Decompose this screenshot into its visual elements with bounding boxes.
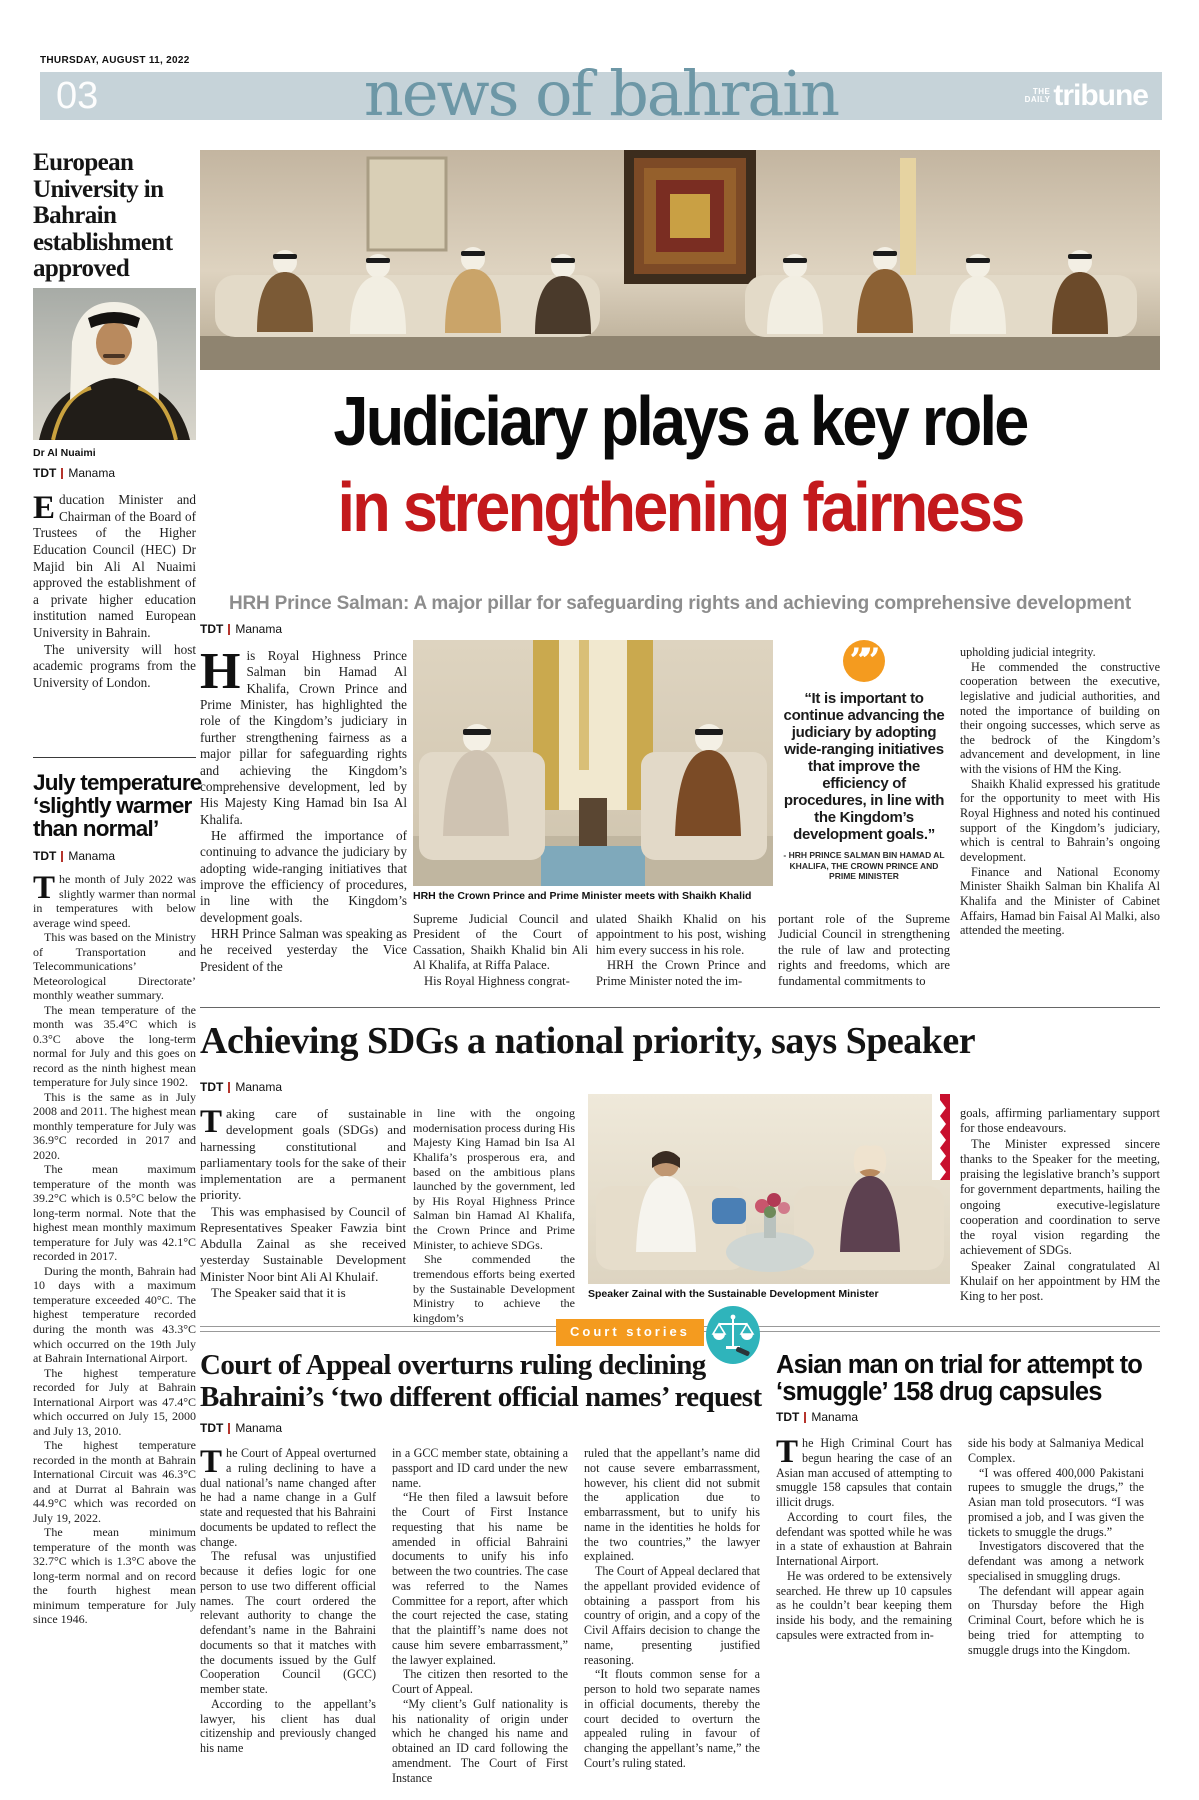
paragraph: goals, affirming parliamentary support for those endeavours.	[960, 1106, 1160, 1136]
pull-quote-attribution: - HRH PRINCE SALMAN BIN HAMAD AL KHALIFA, THE CROWN PRINCE AND PRIME MINISTER	[783, 850, 945, 881]
byline-tag: TDT	[200, 1421, 224, 1435]
paragraph: The mean temperature of the month was 35.4°C which is 0.3°C above the long-term normal for July and this goes on record as the ninth highest mean temperature for July since 1902.	[33, 1002, 196, 1090]
byline-location: Manama	[68, 849, 116, 863]
judiciary-subhead: HRH Prince Salman: A major pillar for safeguarding rights and achieving comprehensive development	[229, 593, 1131, 614]
paragraph: in a GCC member state, obtaining a passport and ID card under the new name.	[392, 1446, 568, 1490]
names-column-1	[200, 1446, 376, 1756]
paragraph: Speaker Zainal congratulated Al Khulaif on her appointment by HM the King to her post.	[960, 1258, 1160, 1303]
paragraph: The citizen then resorted to the Court of Appeal.	[392, 1667, 568, 1696]
drugs-column-1	[776, 1436, 952, 1643]
paragraph: side his body at Salmaniya Medical Complex.	[968, 1436, 1144, 1465]
byline-divider	[61, 851, 63, 862]
byline	[776, 1410, 858, 1424]
paragraph: “He then filed a lawsuit before the Court of First Instance requesting that his name be amended in official Bahraini documents to unify his info between the two countries. The case was referred to the Names Committee for a report, after which the court rejected the case, stating that the plaintiff’s name does not cause him severe embarrassment,” the lawyer explained.	[392, 1490, 568, 1667]
paragraph: The university will host academic programs from the University of London.	[33, 641, 196, 690]
paragraph: “I was offered 400,000 Pakistani rupees to smuggle the drugs,” the Asian man told prosecutors. “I was promised a job, and I was given the tickets to smuggle the drugs.”	[968, 1465, 1144, 1539]
judiciary-column-1	[200, 643, 407, 975]
byline	[33, 466, 115, 480]
paragraph: The mean minimum temperature of the month was 32.7°C which is 1.3°C above the long-term normal and on record the fourth highest mean minimum temperature for July since 1946.	[33, 1525, 196, 1627]
drop-cap: E	[33, 490, 56, 526]
meeting-scene-illustration	[200, 150, 1160, 370]
paragraph: His Royal Highness Prince Salman bin Hamad Al Khalifa, Crown Prince and Prime Minister, has highlighted the role of the Kingdom’s judiciary in further strengthening fairness as a major pillar for safeguarding rights and achieving the Kingdom’s comprehensive development, led by His Majesty King Hamad bin Isa Al Khalifa.	[200, 643, 407, 827]
byline	[200, 622, 282, 636]
speaker-meeting-photo	[588, 1094, 950, 1284]
paragraph: According to court files, the defendant was spotted while he was in a state of exhaustion at Bahrain International Airport.	[776, 1509, 952, 1568]
page-number: 03	[56, 75, 99, 117]
majlis-scene-illustration	[413, 640, 773, 886]
paragraph: The month of July 2022 was slightly warmer than normal in temperatures with below average wind speed.	[33, 870, 196, 930]
byline-location: Manama	[68, 466, 116, 480]
paragraph: The highest temperature recorded in the month at Bahrain International Circuit was 46.3°C and at Durrat al Bahrain was 44.9°C which was recorded on July 19, 2022.	[33, 1438, 196, 1525]
photo-caption: HRH the Crown Prince and Prime Minister meets with Shaikh Khalid	[413, 890, 752, 902]
meeting-room-photo	[200, 150, 1160, 370]
byline	[200, 1421, 282, 1435]
speaker-scene-illustration	[588, 1094, 950, 1284]
paragraph: ruled that the appellant’s name did not cause severe embarrassment, however, his client did not submit the application due to embarrassment, but to unify his name in the identities he holds for the two countries,” the lawyer explained.	[584, 1446, 760, 1564]
paragraph: This was emphasised by Council of Representatives Speaker Fawzia bint Abdulla Zainal as she received yesterday Sustainable Development Minister Noor bint Ali Al Khulaif.	[200, 1203, 406, 1284]
byline-location: Manama	[235, 1080, 283, 1094]
paragraph: According to the appellant’s lawyer, his client has dual citizenship and previously changed his name	[200, 1696, 376, 1755]
paragraph: upholding judicial integrity.	[960, 645, 1096, 659]
paragraph: He commended the constructive cooperation between the executive, legislative and judicial authorities, and noted the importance of building on their ongoing successes, which serve as the bedrock of the Kingdom’s advancement and development, in line with the visions of HM the King.	[960, 659, 1160, 777]
sdg-headline: Achieving SDGs a national priority, says Speaker	[200, 1020, 976, 1062]
paragraph: Education Minister and Chairman of the Board of Trustees of the Higher Education Council (HEC) Dr Majid bin Ali Al Nuaimi approved the establishment of a private higher education institution named European University in Bahrain.	[33, 490, 196, 640]
quote-icon	[843, 640, 885, 682]
judiciary-right-column	[960, 645, 1160, 938]
byline-divider	[228, 1082, 230, 1093]
byline-tag: TDT	[200, 622, 224, 636]
university-body	[33, 492, 196, 692]
tribune-logo	[1025, 81, 1148, 111]
court-stories-label	[556, 1319, 704, 1346]
drugs-headline: Asian man on trial for attempt to ‘smuggle’ 158 drug capsules	[776, 1351, 1143, 1406]
drop-cap: T	[200, 1104, 223, 1140]
weather-body	[33, 872, 196, 1627]
photo-caption: Dr Al Nuaimi	[33, 447, 96, 459]
weather-headline: July temperature ‘slightly warmer than normal’	[33, 770, 202, 841]
byline-location: Manama	[235, 622, 283, 636]
sdg-column-1	[200, 1106, 406, 1301]
paragraph: The Court of Appeal declared that the appellant provided evidence of obtaining a passport from his country of origin, and a copy of the Civil Affairs decision to change the name, presenting justified reasoning.	[584, 1564, 760, 1667]
byline-divider	[228, 1423, 230, 1434]
byline-location: Manama	[811, 1410, 859, 1424]
paragraph: The Speaker said that it is	[211, 1284, 346, 1300]
paragraph: HRH Prince Salman was speaking as he received yesterday the Vice President of the	[200, 926, 407, 974]
pull-quote	[780, 640, 948, 882]
logo-the: THE	[1032, 87, 1051, 96]
paragraph: Finance and National Economy Minister Shaikh Salman bin Khalifa Al Khalifa and the Minister of Cabinet Affairs, Hamad bin Faisal Al Malki, also attended the meeting.	[960, 864, 1160, 938]
paragraph: She commended the tremendous efforts being exerted by the Sustainable Development Ministry to achieve the kingdom’s	[413, 1252, 575, 1325]
paragraph: He was ordered to be extensively searched. He threw up 10 capsules as he couldn’t bear keeping them inside his body, and the remaining capsules were extracted from in-	[776, 1568, 952, 1642]
paragraph: The highest temperature recorded for July at Bahrain International Airport was 47.4°C which occurred on July 15, 2000 and July 13, 2010.	[33, 1365, 196, 1438]
logo-tribune: tribune	[1053, 79, 1148, 112]
paragraph: He affirmed the importance of continuing to advance the judiciary by adopting wide-ranging initiatives that improve the efficiency of procedures, in line with the Kingdom’s development goals.	[200, 827, 407, 925]
judiciary-column-2	[413, 912, 588, 989]
paragraph: The Minister expressed sincere thanks to the Speaker for the meeting, praising the legislative branch’s support for government departments, hailing the ongoing executive-legislature cooperation and coordination to serve the royal vision regarding the achievement of SDGs.	[960, 1136, 1160, 1258]
section-divider	[200, 1007, 1160, 1008]
paragraph: in line with the ongoing modernisation process during His Majesty King Hamad bin Isa Al Khalifa’s prosperous era, and based on the ambitious plans launched by the government, led by His Royal Highness Prince Salman bin Hamad Al Khalifa, the Crown Prince and Prime Minister, to achieve SDGs.	[413, 1106, 575, 1252]
drop-cap: T	[33, 870, 56, 906]
names-headline: Court of Appeal overturns ruling declining Bahraini’s ‘two different official names’ request	[200, 1349, 762, 1413]
byline-divider	[61, 468, 63, 479]
paragraph: Investigators discovered that the defendant was among a network specialised in smuggling drugs.	[968, 1539, 1144, 1583]
issue-date: THURSDAY, AUGUST 11, 2022	[40, 55, 190, 66]
paragraph: During the month, Bahrain had 10 days with a maximum temperature exceeded 40°C. The highest temperature recorded during the month was 43.3°C which occurred on the 19th July at Bahrain International Airport.	[33, 1263, 196, 1366]
drugs-column-2	[968, 1436, 1144, 1657]
names-column-3	[584, 1446, 760, 1771]
byline-tag: TDT	[776, 1410, 800, 1424]
paragraph: Supreme Judicial Council and President of the Court of Cassation, Shaikh Khalid bin Ali Al Khalifa, at Riffa Palace.	[413, 912, 588, 973]
byline	[33, 849, 115, 863]
paragraph: ulated Shaikh Khalid on his appointment to his post, wishing him every success in his role.	[596, 912, 766, 957]
section-masthead: news of bahrain	[363, 57, 839, 130]
photo-caption: Speaker Zainal with the Sustainable Development Minister	[588, 1288, 879, 1300]
byline-tag: TDT	[33, 466, 57, 480]
logo-daily: DAILY	[1024, 95, 1051, 104]
judiciary-headline-black: Judiciary plays a key role	[333, 382, 1027, 460]
paragraph: This is the same as in July 2008 and 2011. The highest mean monthly temperature for July was 36.9°C recorded in 2017 and 2020.	[33, 1089, 196, 1162]
judiciary-column-4	[778, 912, 950, 989]
drop-cap: T	[776, 1434, 799, 1470]
column-divider	[33, 757, 196, 758]
paragraph: HRH the Crown Prince and Prime Minister noted the im-	[596, 958, 766, 988]
byline-location: Manama	[235, 1421, 283, 1435]
university-headline: European University in Bahrain establishment approved	[33, 149, 173, 282]
pull-quote-text: “It is important to continue advancing the judiciary by adopting wide-ranging initiatives that improve the efficiency of procedures, in line with the Kingdom’s development goals.”	[783, 690, 945, 843]
crown-prince-meeting-photo	[413, 640, 773, 886]
paragraph: “My client’s Gulf nationality is his nationality of origin under which he changed his name and obtained an ID card following the amendment. The Court of First Instance	[392, 1696, 568, 1785]
court-stories-text: Court stories	[570, 1324, 690, 1339]
paragraph: This was based on the Ministry of Transportation and Telecommunications’ Meteorological Directorate’ monthly weather summary.	[33, 930, 196, 1003]
paragraph: The refusal was unjustified because it defies logic for one person to use two different official names. The court ordered the relevant authority to change the defendant’s name in the Bahraini documents so that it matches with the documents issued by the Gulf Cooperation Council (GCC) member state.	[200, 1549, 376, 1696]
paragraph: Taking care of sustainable development goals (SDGs) and harnessing constitutional and parliamentary tools for the sake of their implementation are a permanent priority.	[200, 1104, 406, 1203]
sdg-column-2	[413, 1106, 575, 1325]
byline	[200, 1080, 282, 1094]
byline-divider	[228, 624, 230, 635]
drop-cap: T	[200, 1444, 223, 1480]
paragraph: The Court of Appeal overturned a ruling declining to have a dual national’s name changed after he had a name change in a Gulf state and requested that his Bahraini documents be updated to reflect the change.	[200, 1444, 376, 1549]
byline-tag: TDT	[200, 1080, 224, 1094]
byline-divider	[804, 1412, 806, 1423]
portrait-illustration	[33, 288, 196, 440]
judiciary-headline-red: in strengthening fairness	[337, 468, 1023, 546]
paragraph: portant role of the Supreme Judicial Council in strengthening the rule of law and protecting rights and freedoms, which are fundamental commitments to	[778, 912, 950, 988]
names-column-2	[392, 1446, 568, 1785]
paragraph: The High Criminal Court has begun hearing the case of an Asian man accused of attempting to smuggle 158 capsules that contain illicit drugs.	[776, 1434, 952, 1509]
drop-cap: H	[200, 643, 241, 700]
sdg-right-column	[960, 1106, 1160, 1304]
paragraph: The defendant will appear again on Thursday before the High Criminal Court, before which he is being tried for attempting to smuggle drugs into the Kingdom.	[968, 1583, 1144, 1657]
paragraph: Shaikh Khalid expressed his gratitude for the opportunity to meet with His Royal Highness and noted his continued support of the Kingdom’s judiciary, which is central to Bahrain’s ongoing development.	[960, 776, 1160, 864]
paragraph: His Royal Highness congrat-	[424, 973, 570, 988]
dr-al-nuaimi-photo	[33, 288, 196, 440]
paragraph: “It flouts common sense for a person to hold two separate names in official documents, thereby the court decided to overturn the appealed ruling in favour of changing the appellant’s name,” the Court’s ruling stated.	[584, 1667, 760, 1770]
byline-tag: TDT	[33, 849, 57, 863]
paragraph: The mean maximum temperature of the month was 39.2°C which is 0.5°C below the long-term normal. Note that the highest mean monthly maximum temperature for July was 42.1°C recorded in 2017.	[33, 1162, 196, 1264]
judiciary-column-3	[596, 912, 766, 989]
